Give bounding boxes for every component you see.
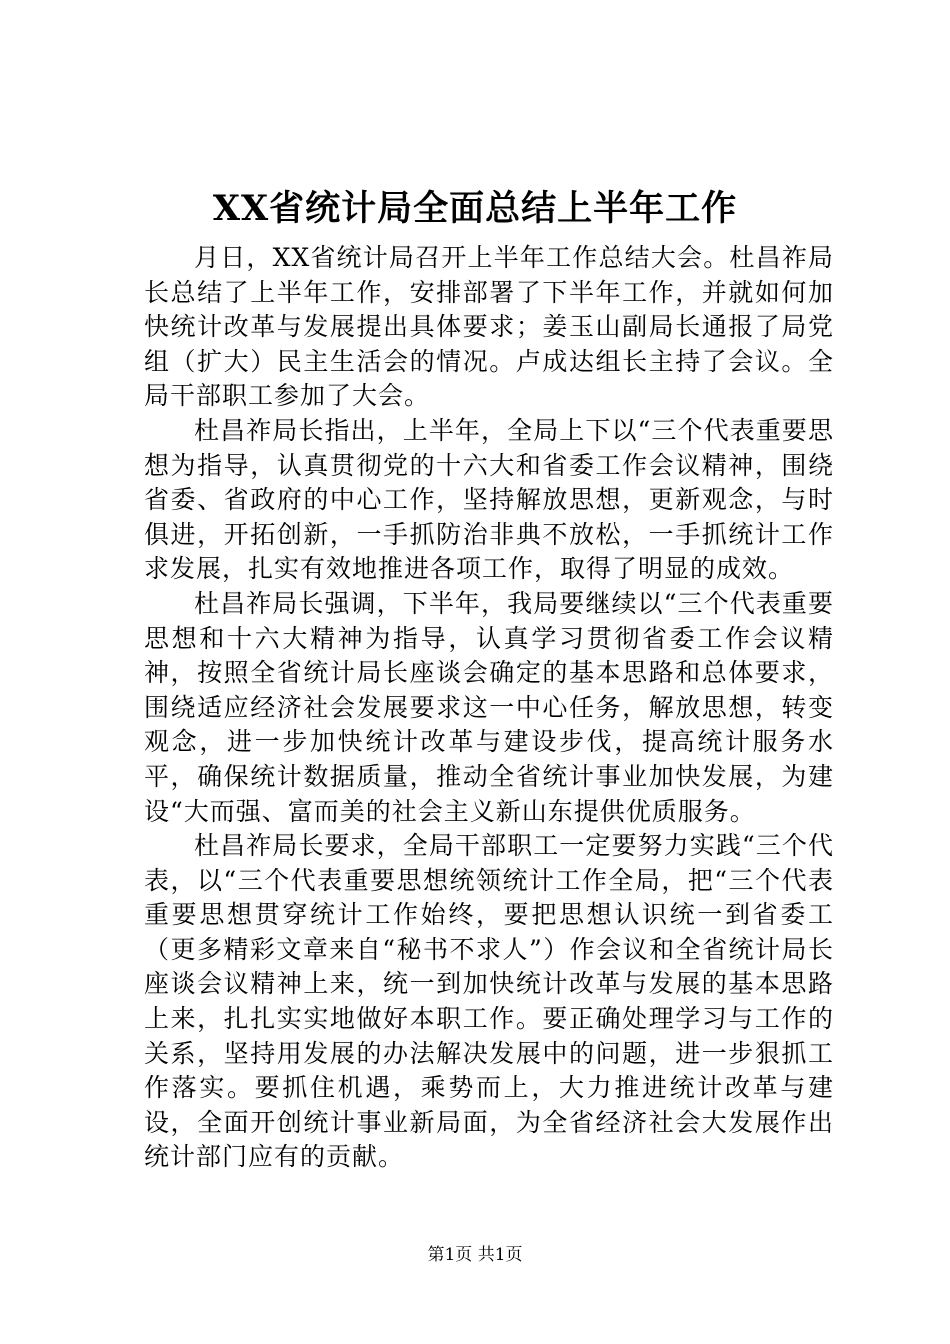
paragraph-4: 杜昌祚局长要求，全局干部职工一定要努力实践“三个代表，以“三个代表重要思想统领统计工作全局，把“三个代表重要思想贯穿统计工作始终，要把思想认识统一到省委工（更多精彩文章来自“秘书不求人”）作会议和全省统计局长座谈会议精神上来，统一到加快统计改革与发展的基本思路上来，扎扎实实地做好本职工作。要正确处理学习与工作的关系，坚持用发展的办法解决发展中的问题，进一步狠抓工作落实。要抓住机遇，乘势而上，大力推进统计改革与建设，全面开创统计事业新局面，为全省经济社会大发展作出统计部门应有的贡献。 [144, 831, 834, 1172]
paragraph-3: 杜昌祚局长强调，下半年，我局要继续以“三个代表重要思想和十六大精神为指导，认真学习贯彻省委工作会议精神，按照全省统计局长座谈会确定的基本思路和总体要求，围绕适应经济社会发展要求这一中心任务，解放思想，转变观念，进一步加快统计改革与建设步伐，提高统计服务水平，确保统计数据质量，推动全省统计事业加快发展，为建设“大而强、富而美的社会主义新山东提供优质服务。 [144, 588, 834, 826]
paragraph-2: 杜昌祚局长指出，上半年，全局上下以“三个代表重要思想为指导，认真贯彻党的十六大和省委工作会议精神，围绕省委、省政府的中心工作，坚持解放思想，更新观念，与时俱进，开拓创新，一手抓防治非典不放松，一手抓统计工作求发展，扎实有效地推进各项工作，取得了明显的成效。 [144, 415, 834, 584]
page-number-footer: 第1页 共1页 [427, 1245, 523, 1265]
paragraph-1: 月日，XX省统计局召开上半年工作总结大会。杜昌祚局长总结了上半年工作，安排部署了下半年工作，并就如何加快统计改革与发展提出具体要求；姜玉山副局长通报了局党组（扩大）民主生活会的情况。卢成达组长主持了会议。全局干部职工参加了大会。 [144, 243, 834, 411]
document-body [144, 241, 834, 1175]
document-title: XX省统计局全面总结上半年工作 [212, 188, 738, 229]
